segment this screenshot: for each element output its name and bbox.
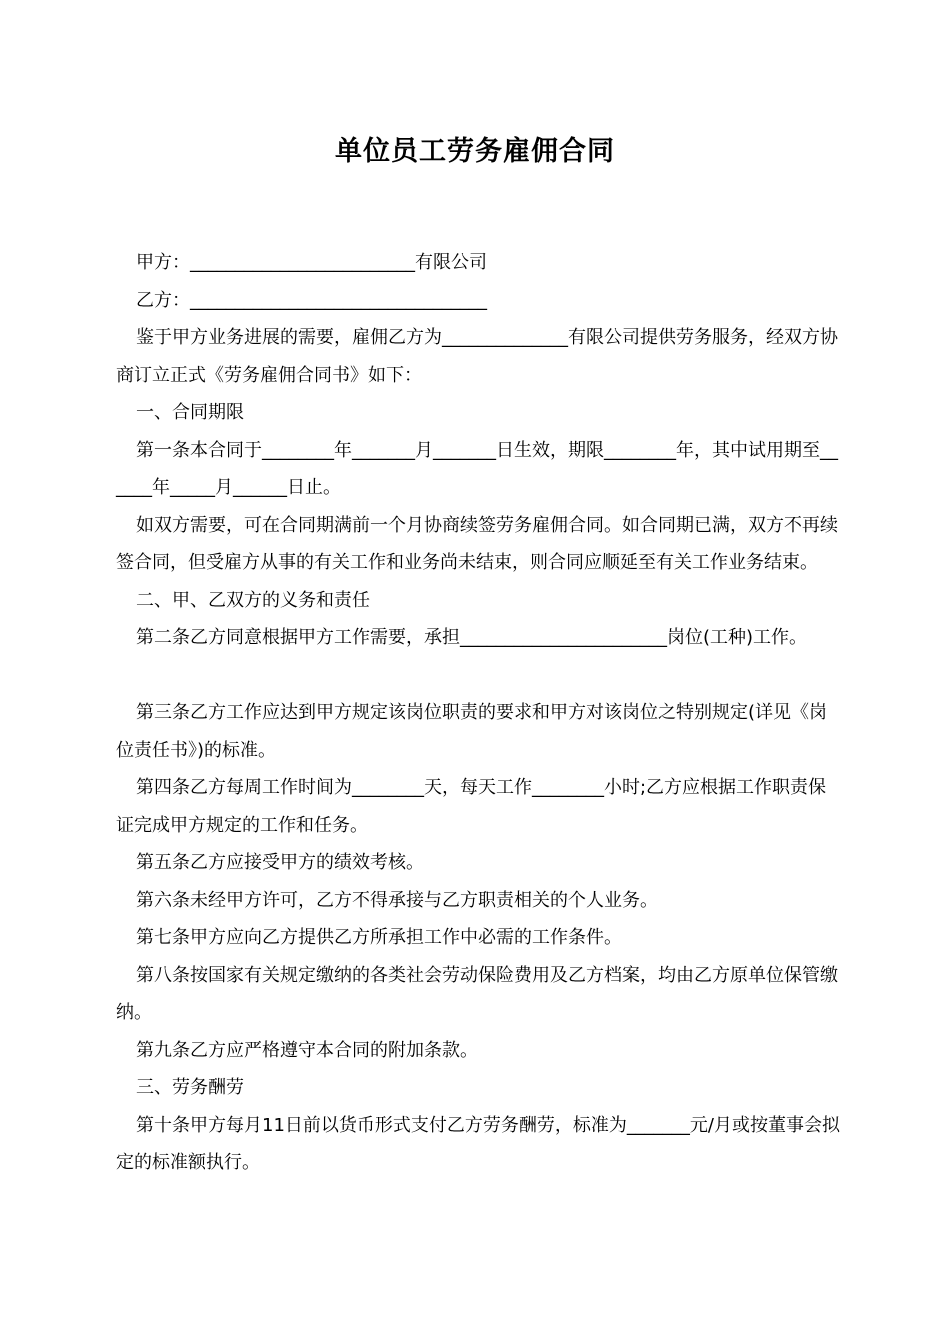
article-7: 第七条甲方应向乙方提供乙方所承担工作中必需的工作条件。 bbox=[136, 927, 622, 948]
article-9: 第九条乙方应严格遵守本合同的附加条款。 bbox=[136, 1039, 478, 1061]
article-2: 第二条乙方同意根据甲方工作需要，承担_______________________岗位(工种)工作。 bbox=[136, 627, 808, 648]
article-6: 第六条未经甲方许可，乙方不得承接与乙方职责相关的个人业务。 bbox=[136, 889, 658, 911]
article-10: 第十条甲方每月11日前以货币形式支付乙方劳务酬劳，标准为_______元/月或按董事会拟定的标准额执行。 bbox=[116, 1114, 840, 1173]
article-1: 第一条本合同于________年_______月_______日生效，期限________年，其中试用期至______年_____月______日止。 bbox=[116, 439, 838, 498]
party-b-line: 乙方：_________________________________ bbox=[136, 289, 487, 311]
document-body bbox=[116, 244, 840, 1182]
document-title: 单位员工劳务雇佣合同 bbox=[335, 136, 615, 167]
article-5: 第五条乙方应接受甲方的绩效考核。 bbox=[136, 852, 424, 873]
section-heading-remuneration: 三、劳务酬劳 bbox=[136, 1077, 244, 1098]
blank-line bbox=[116, 657, 840, 695]
preamble-paragraph: 鉴于甲方业务进展的需要，雇佣乙方为______________有限公司提供劳务服务，经双方协商订立正式《劳务雇佣合同书》如下： bbox=[116, 327, 838, 386]
section-heading-obligations: 二、甲、乙双方的义务和责任 bbox=[136, 589, 370, 611]
article-8: 第八条按国家有关规定缴纳的各类社会劳动保险费用及乙方档案，均由乙方原单位保管缴纳。 bbox=[116, 964, 838, 1023]
article-4: 第四条乙方每周工作时间为________天，每天工作________小时;乙方应根据工作职责保证完成甲方规定的工作和任务。 bbox=[116, 777, 827, 836]
section-heading-term: 一、合同期限 bbox=[136, 402, 244, 423]
article-3: 第三条乙方工作应达到甲方规定该岗位职责的要求和甲方对该岗位之特别规定(详见《岗位责任书》)的标准。 bbox=[116, 702, 828, 761]
renewal-paragraph: 如双方需要，可在合同期满前一个月协商续签劳务雇佣合同。如合同期已满，双方不再续签合同，但受雇方从事的有关工作和业务尚未结束，则合同应顺延至有关工作业务结束。 bbox=[116, 514, 838, 573]
party-a-line: 甲方：_________________________有限公司 bbox=[136, 252, 487, 273]
